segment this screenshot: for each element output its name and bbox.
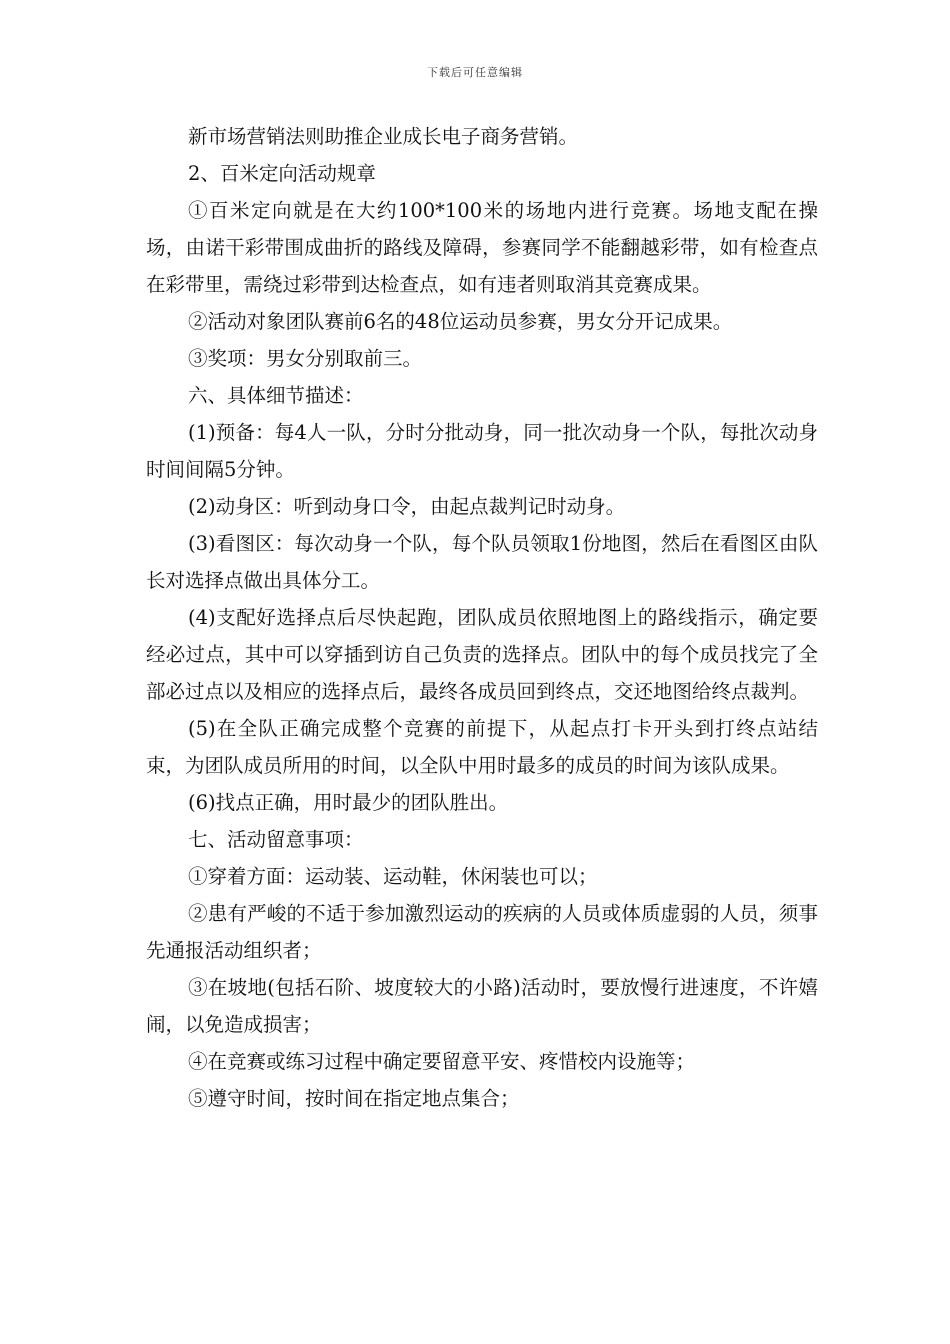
paragraph: ②活动对象团队赛前6名的48位运动员参赛，男女分开记成果。 <box>188 310 733 333</box>
paragraph: ⑤遵守时间，按时间在指定地点集合； <box>188 1087 520 1110</box>
section-heading: 七、活动留意事项： <box>188 828 364 851</box>
paragraph: ④在竞赛或练习过程中确定要留意平安、疼惜校内设施等； <box>188 1050 696 1073</box>
paragraph: 新市场营销法则助推企业成长电子商务营销。 <box>188 125 579 148</box>
paragraph: ③奖项：男女分别取前三。 <box>188 347 423 370</box>
paragraph: ③在坡地(包括石阶、坡度较大的小路)活动时，要放慢行进速度，不许嬉闹，以免造成损害； <box>146 976 818 1036</box>
section-heading: 六、具体细节描述： <box>188 384 364 407</box>
paragraph: (3)看图区：每次动身一个队，每个队员领取1份地图，然后在看图区由队长对选择点做出具体分工。 <box>146 532 818 592</box>
paragraph: (2)动身区：听到动身口令，由起点裁判记时动身。 <box>188 495 626 518</box>
paragraph: ②患有严峻的不适于参加激烈运动的疾病的人员或体质虚弱的人员，须事先通报活动组织者； <box>146 902 818 962</box>
paragraph: ①穿着方面：运动装、运动鞋，休闲装也可以； <box>188 865 598 888</box>
paragraph: ①百米定向就是在大约100*100米的场地内进行竞赛。场地支配在操场，由诺干彩带围成曲折的路线及障碍，参赛同学不能翻越彩带，如有检查点在彩带里，需绕过彩带到达检查点，如有违者则取消其竞赛成果。 <box>146 199 818 296</box>
page-header: 下载后可任意编辑 <box>427 66 523 79</box>
paragraph: (6)找点正确，用时最少的团队胜出。 <box>188 791 509 814</box>
document-body <box>146 118 818 1117</box>
paragraph: (4)支配好选择点后尽快起跑，团队成员依照地图上的路线指示，确定要经必过点，其中可以穿插到访自己负责的选择点。团队中的每个成员找完了全部必过点以及相应的选择点后，最终各成员回到终点，交还地图给终点裁判。 <box>146 606 818 703</box>
paragraph: (5)在全队正确完成整个竞赛的前提下，从起点打卡开头到打终点站结束，为团队成员所用的时间，以全队中用时最多的成员的时间为该队成果。 <box>146 717 818 777</box>
paragraph: (1)预备：每4人一队，分时分批动身，同一批次动身一个队，每批次动身时间间隔5分钟。 <box>146 421 818 481</box>
section-heading: 2、百米定向活动规章 <box>188 162 376 185</box>
